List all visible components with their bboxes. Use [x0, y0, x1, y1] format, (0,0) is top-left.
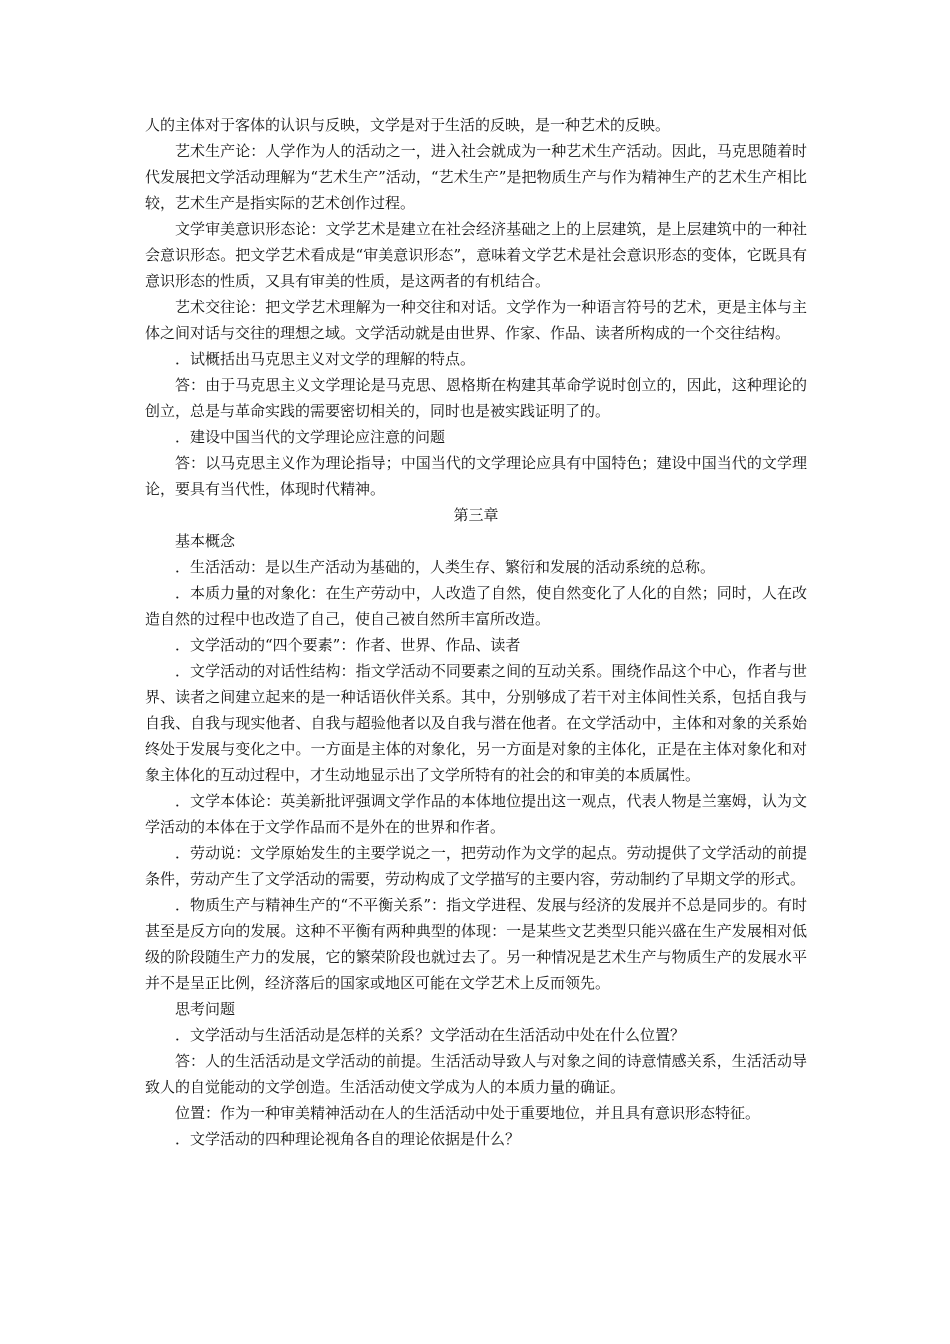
concept-ontology: ．文学本体论：英美新批评强调文学作品的本体地位提出这一观点，代表人物是兰塞姆，认为文学活动的本体在于文学作品而不是外在的世界和作者。 — [145, 792, 807, 836]
section-heading-questions: 思考问题 — [175, 1000, 236, 1018]
section-heading-basic-concepts: 基本概念 — [175, 532, 236, 550]
answer-life-and-literary-activity: 答：人的生活活动是文学活动的前提。生活活动导致人与对象之间的诗意情感关系，生活活动导致人的自觉能动的文学创造。生活活动使文学成为人的本质力量的确证。 — [145, 1052, 807, 1096]
paragraph-aesthetic-ideology-theory: 文学审美意识形态论：文学艺术是建立在社会经济基础之上的上层建筑，是上层建筑中的一种社会意识形态。把文学艺术看成是“审美意识形态”，意味着文学艺术是社会意识形态的变体，它既具有意识形态的性质，又具有审美的性质，是这两者的有机结合。 — [145, 220, 807, 290]
paragraph-art-production-theory: 艺术生产论：人学作为人的活动之一，进入社会就成为一种艺术生产活动。因此，马克思随着时代发展把文学活动理解为“艺术生产”活动，“艺术生产”是把物质生产与作为精神生产的艺术生产相比较，艺术生产是指实际的艺术创作过程。 — [145, 142, 807, 212]
question-life-and-literary-activity: ．文学活动与生活活动是怎样的关系？文学活动在生活活动中处在什么位置？ — [175, 1026, 686, 1044]
concept-objectification: ．本质力量的对象化：在生产劳动中，人改造了自然，使自然变化了人化的自然；同时，人在改造自然的过程中也改造了自己，使自己被自然所丰富所改造。 — [145, 584, 807, 628]
answer-contemporary-theory: 答：以马克思主义作为理论指导；中国当代的文学理论应具有中国特色；建设中国当代的文学理论，要具有当代性，体现时代精神。 — [145, 454, 807, 498]
concept-four-elements: ．文学活动的“四个要素”：作者、世界、作品、读者 — [175, 636, 521, 654]
answer-position: 位置：作为一种审美精神活动在人的生活活动中处于重要地位，并且具有意识形态特征。 — [175, 1104, 761, 1122]
question-contemporary-theory: ．建设中国当代的文学理论应注意的问题 — [175, 428, 446, 446]
paragraph-art-communication-theory: 艺术交往论：把文学艺术理解为一种交往和对话。文学作为一种语言符号的艺术，更是主体与主体之间对话与交往的理想之域。文学活动就是由世界、作家、作品、读者所构成的一个交往结构。 — [145, 298, 807, 342]
concept-dialogic-structure: ．文学活动的对话性结构：指文学活动不同要素之间的互动关系。围绕作品这个中心，作者与世界、读者之间建立起来的是一种话语伙伴关系。其中，分别够成了若干对主体间性关系，包括自我与自我、自我与现实他者、自我与超验他者以及自我与潜在他者。在文学活动中，主体和对象的关系始终处于发展与变化之中。一方面是主体的对象化，另一方面是对象的主体化，正是在主体对象化和对象主体化的互动过程中，才生动地显示出了文学所特有的社会的和审美的本质属性。 — [145, 662, 807, 784]
concept-life-activity: ．生活活动：是以生产活动为基础的，人类生存、繁衍和发展的活动系统的总称。 — [175, 558, 716, 576]
paragraph-reflection-theory-end: 人的主体对于客体的认识与反映，文学是对于生活的反映，是一种艺术的反映。 — [145, 116, 671, 134]
question-marxist-features: ．试概括出马克思主义对文学的理解的特点。 — [175, 350, 476, 368]
concept-labor-theory: ．劳动说：文学原始发生的主要学说之一，把劳动作为文学的起点。劳动提供了文学活动的前提条件，劳动产生了文学活动的需要，劳动构成了文学描写的主要内容，劳动制约了早期文学的形式。 — [145, 844, 807, 888]
chapter-heading: 第三章 — [453, 506, 499, 524]
question-four-perspectives: ．文学活动的四种理论视角各自的理论依据是什么？ — [175, 1130, 521, 1148]
answer-marxist-features: 答：由于马克思主义文学理论是马克思、恩格斯在构建其革命学说时创立的，因此，这种理论的创立，总是与革命实践的需要密切相关的，同时也是被实践证明了的。 — [145, 376, 807, 420]
concept-imbalance-relation: ．物质生产与精神生产的“不平衡关系”：指文学进程、发展与经济的发展并不总是同步的。有时甚至是反方向的发展。这种不平衡有两种典型的体现：一是某些文艺类型只能兴盛在生产发展相对低级的阶段随生产力的发展，它的繁荣阶段也就过去了。另一种情况是艺术生产与物质生产的发展水平并不是呈正比例，经济落后的国家或地区可能在文学艺术上反而领先。 — [145, 896, 807, 992]
document-page — [145, 112, 807, 1152]
